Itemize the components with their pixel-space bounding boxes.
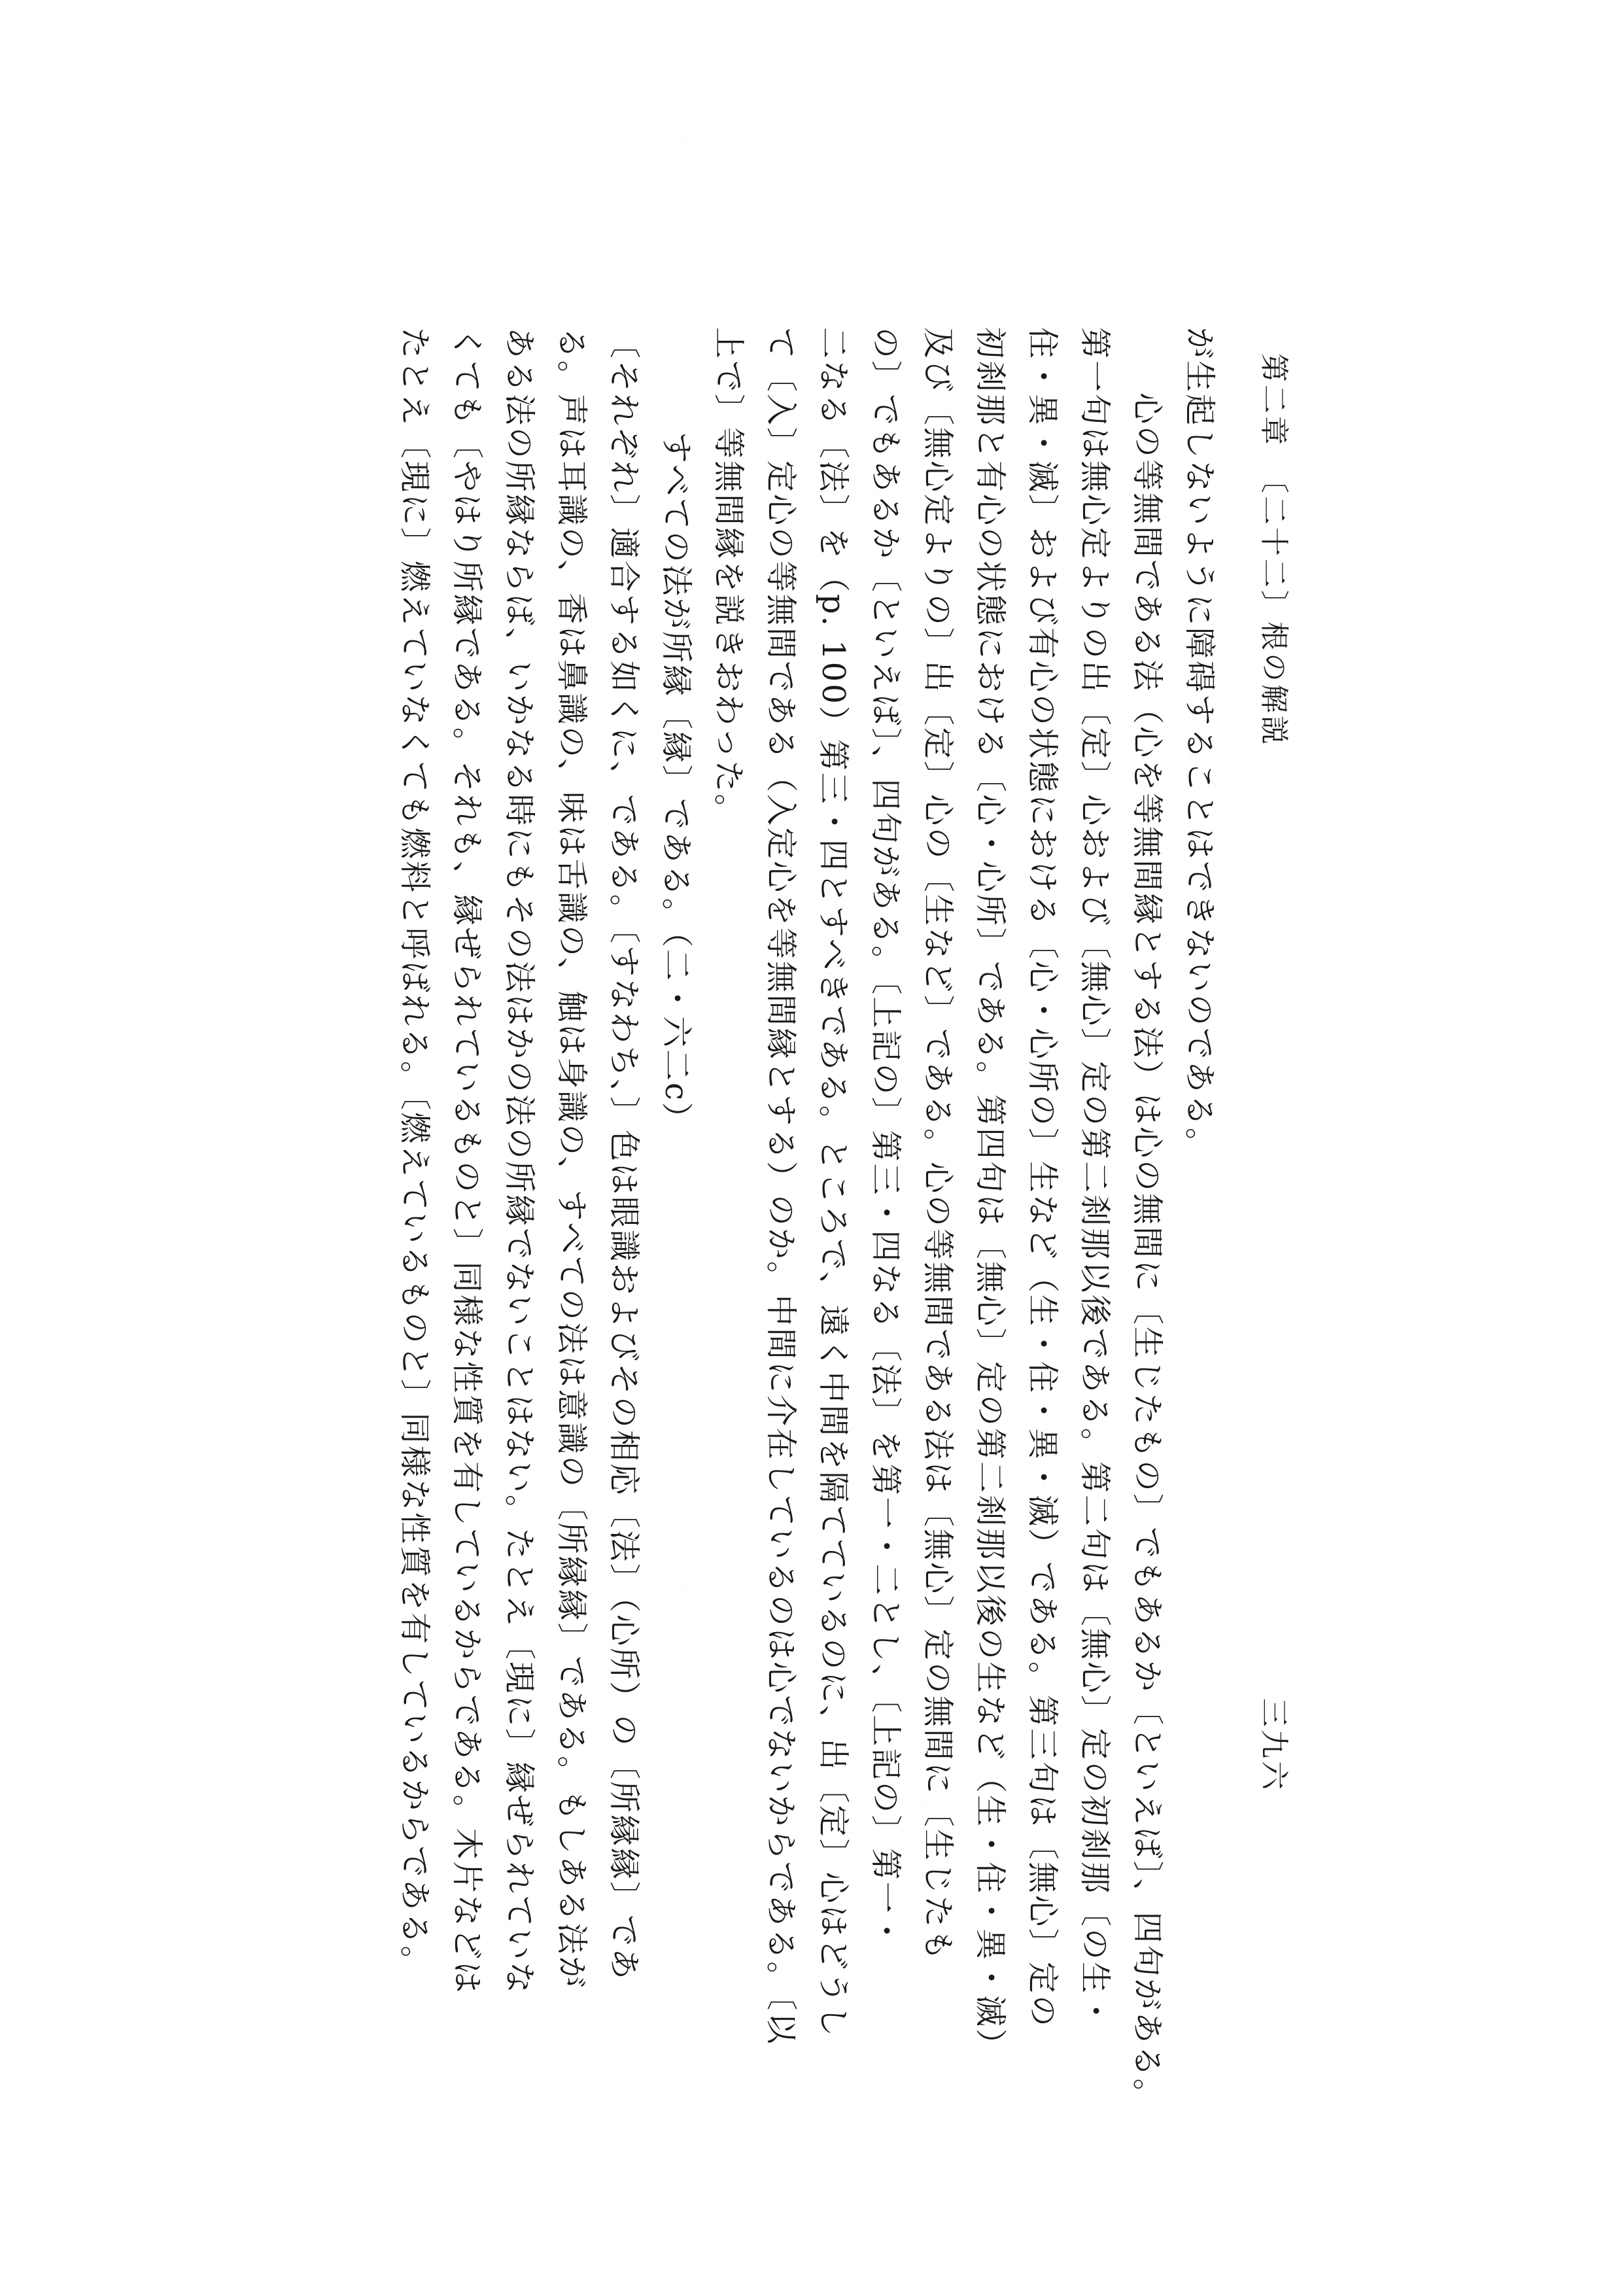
text-line: 〔それぞれ〕適合する如くに、である。〔すなわち、〕色は眼識およびその相応〔法〕（心所）の〔所縁縁〕であ xyxy=(606,327,642,1982)
text-line: 住・異・滅〕および有心の状態における〔心・心所の〕生など（生・住・異・滅）である。第三句は〔無心〕定の xyxy=(1024,327,1061,2029)
running-header xyxy=(1252,327,1298,1962)
text-line: 二なる〔法〕を（p. 100）第三・四とすべきである。ところで、遠く中間を隔てているのに、出〔定〕心はどうし xyxy=(815,327,852,2039)
text-line: くても〔やはり所縁である。それも、縁ぜられているものと〕同様な性質を有しているからである。木片などは xyxy=(449,327,485,1995)
text-line: 第一句は無心定よりの出〔定〕心および〔無心〕定の第二刹那以後である。第二句は〔無心〕定の初刹那〔の生・ xyxy=(1077,327,1113,2029)
text-line: が生起しないように障碍することはできないのである。 xyxy=(1181,327,1218,1162)
text-line: 及び〔無心定よりの〕出〔定〕心の〔生など〕である。心の等無間である法は〔無心〕定の無間に〔生じたも xyxy=(920,327,956,1962)
chapter-title: 第二章 〔二十二〕根の解説 xyxy=(1257,353,1290,747)
text-line: 上で〕等無間縁を説きおわった。 xyxy=(710,327,747,827)
rotated-text-block xyxy=(317,327,1298,2112)
page-number: 三九六 xyxy=(1257,1698,1290,1792)
text-line: る。声は耳識の、香は鼻識の、味は舌識の、触は身識の、すべての法は意識の〔所縁縁〕である。もしある法が xyxy=(553,327,590,1990)
text-line: たとえ〔現に〕燃えていなくても燃料と呼ばれる。〔燃えているものと〕同様な性質を有しているからである。 xyxy=(396,327,433,1979)
body-text xyxy=(317,327,1226,2112)
text-line: 心の等無間である法（心を等無間縁とする法）は心の無間に〔生じたもの〕でもあるか〔といえば〕、四句がある。 xyxy=(1129,392,1166,2112)
verse-line: すべての法が所縁〔縁〕である。（二・六二c） xyxy=(658,432,695,1136)
text-line: 初刹那と有心の状態における〔心・心所〕である。第四句は〔無心〕定の第二刹那以後の生など（生・住・異・滅） xyxy=(972,327,1009,2062)
text-line: ある法の所縁ならば、いかなる時にもその法はかの法の所縁でないことはない。たとえ〔現に〕縁ぜられていな xyxy=(501,327,538,1996)
text-line: の〕でもあるか〔といえば〕、四句がある。〔上記の〕第三・四なる〔法〕を第一・二とし、〔上記の〕第一・ xyxy=(867,327,904,1949)
text-line: て〔入〕定心の等無間である（入定心を等無間縁とする）のか。中間に介在しているのは心でないからである。〔以 xyxy=(763,327,799,2046)
